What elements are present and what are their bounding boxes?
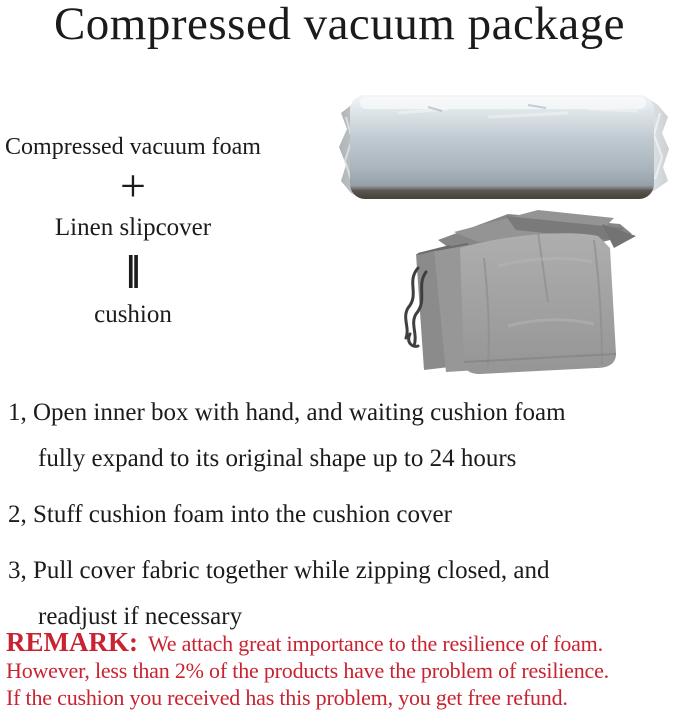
equation-component-slipcover: Linen slipcover [54, 214, 212, 241]
remark-line-3: If the cushion you received has this problem, you get free refund. [6, 685, 568, 710]
remark-line-1 [6, 629, 676, 657]
equation-block [0, 132, 266, 330]
equation-result-cushion: cushion [94, 301, 172, 328]
remark-label: REMARK: [6, 627, 138, 657]
remark-line-2: However, less than 2% of the products have the problem of resilience. [6, 658, 609, 683]
foam-roll-body [350, 95, 654, 199]
instruction-step-2 [8, 492, 676, 538]
equals-symbol: ‖ [124, 249, 142, 288]
remark-text-1: We attach great importance to the resilience of foam. [147, 631, 603, 656]
instruction-line: 2, Stuff cushion foam into the cushion cover [8, 501, 452, 528]
instruction-line: 3, Pull cover fabric together while zipping closed, and [8, 557, 550, 584]
equation-component-foam: Compressed vacuum foam [5, 134, 261, 160]
instruction-line: readjust if necessary [38, 603, 243, 630]
remark-section [6, 629, 676, 711]
foam-roll-image [338, 87, 672, 207]
slipcover-image [388, 206, 640, 376]
plus-symbol: + [120, 160, 146, 211]
instruction-line: fully expand to its original shape up to 24 hours [38, 445, 517, 472]
slipcover-front-panel [460, 232, 616, 374]
page-title: Compressed vacuum package [53, 0, 626, 50]
instruction-line: 1, Open inner box with hand, and waiting cushion foam [8, 399, 566, 426]
instruction-step-1 [8, 390, 676, 482]
instructions-list [8, 390, 676, 650]
